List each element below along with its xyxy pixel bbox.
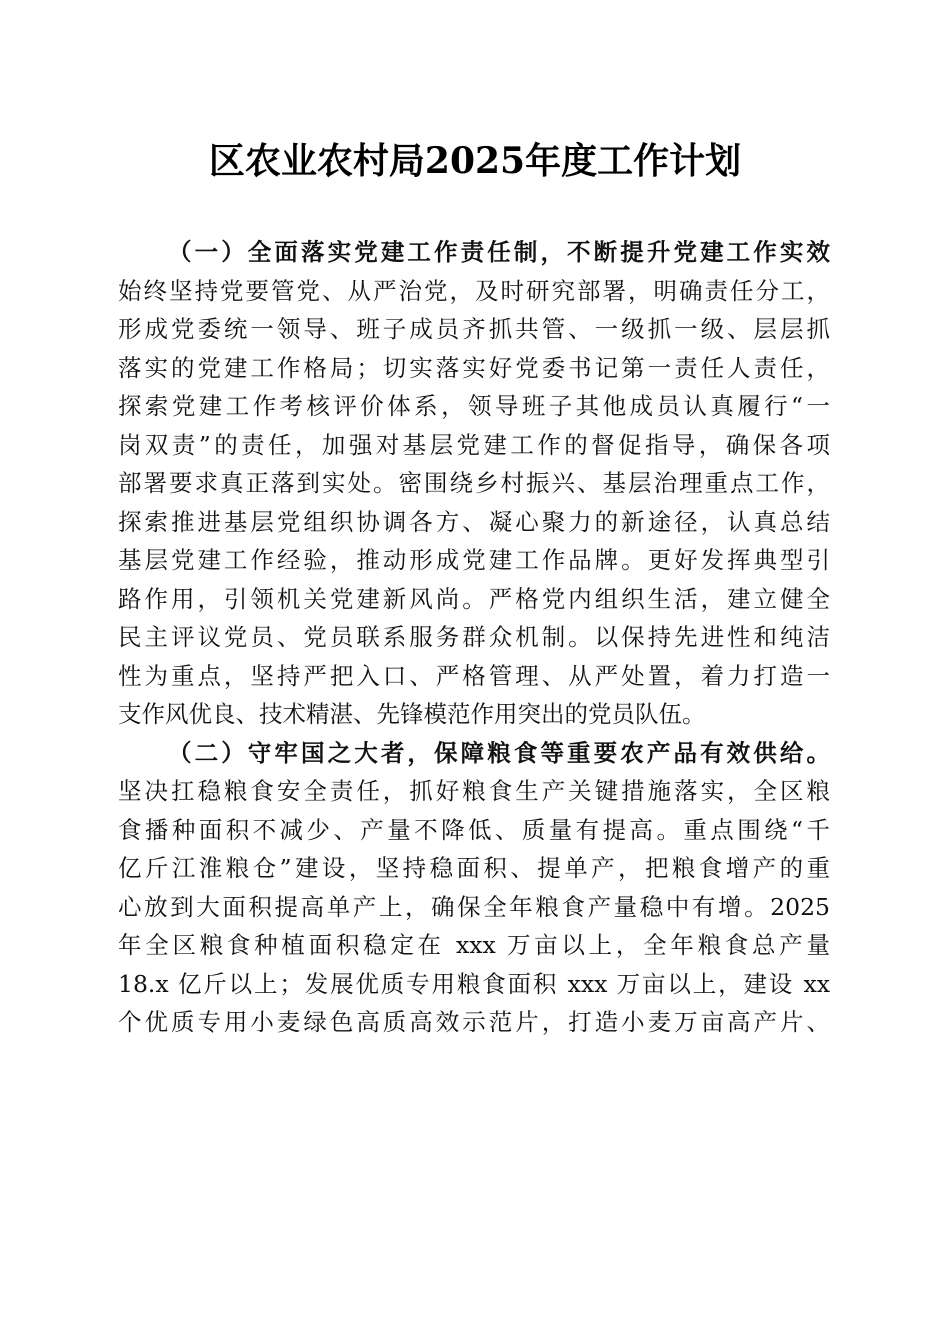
section-1-line: 探索推进基层党组织协调各方、凝心聚力的新途径，认真总结	[118, 507, 830, 536]
section-2-line: 亿斤江淮粮仓”建设，坚持稳面积、提单产，把粮食增产的重	[118, 854, 830, 882]
section-1-line: 岗双责”的责任，加强对基层党建工作的督促指导，确保各项	[118, 430, 830, 459]
section-2-line: 心放到大面积提高单产上，确保全年粮食产量稳中有增。2025	[118, 892, 830, 921]
section-1-line: 路作用，引领机关党建新风尚。严格党内组织生活，建立健全	[118, 584, 830, 613]
section-1-line: 基层党建工作经验，推动形成党建工作品牌。更好发挥典型引	[118, 546, 830, 574]
section-2-line: 坚决扛稳粮食安全责任，抓好粮食生产关键措施落实，全区粮	[118, 777, 830, 805]
section-1-heading: （一）全面落实党建工作责任制，不断提升党建工作实效	[168, 238, 830, 266]
section-1-line: 形成党委统一领导、班子成员齐抓共管、一级抓一级、层层抓	[118, 315, 830, 343]
section-2-line: 18.x 亿斤以上；发展优质专用粮食面积 xxx 万亩以上，建设 xx	[118, 969, 830, 998]
section-2-line: 食播种面积不减少、产量不降低、质量有提高。重点围绕“千	[118, 815, 830, 844]
document-body	[118, 233, 830, 1042]
section-2-line: 年全区粮食种植面积稳定在 xxx 万亩以上，全年粮食总产量	[118, 931, 830, 959]
section-1-line: 民主评议党员、党员联系服务群众机制。以保持先进性和纯洁	[118, 623, 830, 651]
section-1-line: 探索党建工作考核评价体系，领导班子其他成员认真履行“一	[118, 392, 830, 420]
section-1-line: 始终坚持党要管党、从严治党，及时研究部署，明确责任分工，	[118, 276, 830, 305]
section-1-line: 部署要求真正落到实处。密围绕乡村振兴、基层治理重点工作，	[118, 469, 830, 497]
document-title: 区农业农村局2025年度工作计划	[208, 140, 742, 182]
section-1-line: 落实的党建工作格局；切实落实好党委书记第一责任人责任，	[118, 353, 830, 382]
section-2-heading: （二）守牢国之大者，保障粮食等重要农产品有效供给。	[168, 738, 830, 767]
section-1-line: 性为重点，坚持严把入口、严格管理、从严处置，着力打造一	[118, 661, 830, 690]
section-2-line: 个优质专用小麦绿色高质高效示范片，打造小麦万亩高产片、	[118, 1008, 830, 1036]
section-1-line: 支作风优良、技术精湛、先锋模范作用突出的党员队伍。	[118, 700, 706, 728]
